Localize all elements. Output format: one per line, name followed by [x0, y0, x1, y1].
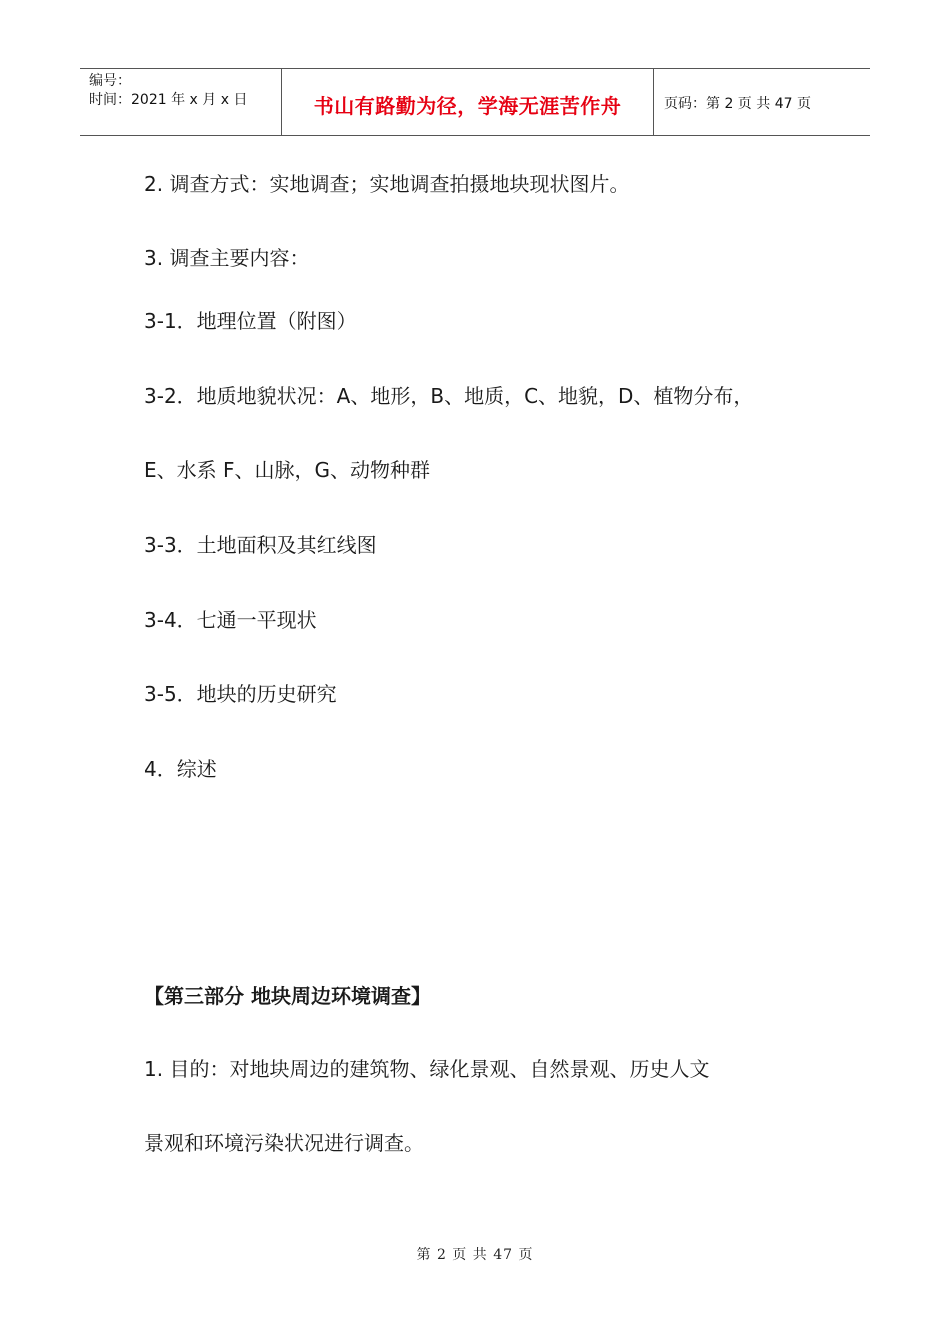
body-line-3-4: 3-4．七通一平现状 [144, 608, 317, 632]
section-line-purpose: 1. 目的：对地块周边的建筑物、绿化景观、自然景观、历史人文 [144, 1057, 710, 1081]
header-page-info [654, 69, 870, 135]
body-line-4: 4．综述 [144, 757, 217, 781]
body-line-3-5: 3-5．地块的历史研究 [144, 682, 337, 706]
section-heading: 【第三部分 地块周边环境调查】 [144, 984, 431, 1008]
section-line-purpose-cont: 景观和环境污染状况进行调查。 [144, 1131, 424, 1155]
time-label: 时间：2021 年 x 月 x 日 [89, 92, 248, 108]
header-meta [80, 69, 281, 135]
number-label: 编号： [89, 73, 131, 89]
page-info-text: 页码：第 2 页 共 47 页 [664, 96, 811, 112]
body-line-3-2: 3-2．地质地貌状况：A、地形，B、地质，C、地貌，D、植物分布， [144, 384, 754, 408]
motto-text: 书山有路勤为径，学海无涯苦作舟 [313, 93, 622, 118]
page-header [80, 68, 870, 136]
page-footer: 第 2 页 共 47 页 [416, 1247, 534, 1263]
body-line-main-content: 3. 调查主要内容： [144, 246, 310, 270]
body-line-3-1: 3-1．地理位置（附图） [144, 309, 357, 333]
header-motto-cell [281, 69, 654, 135]
body-line-3-3: 3-3．土地面积及其红线图 [144, 533, 377, 557]
body-line-3-2-cont: E、水系 F、山脉，G、动物种群 [144, 458, 430, 482]
body-line-survey-method: 2. 调查方式：实地调查；实地调查拍摄地块现状图片。 [144, 172, 630, 196]
